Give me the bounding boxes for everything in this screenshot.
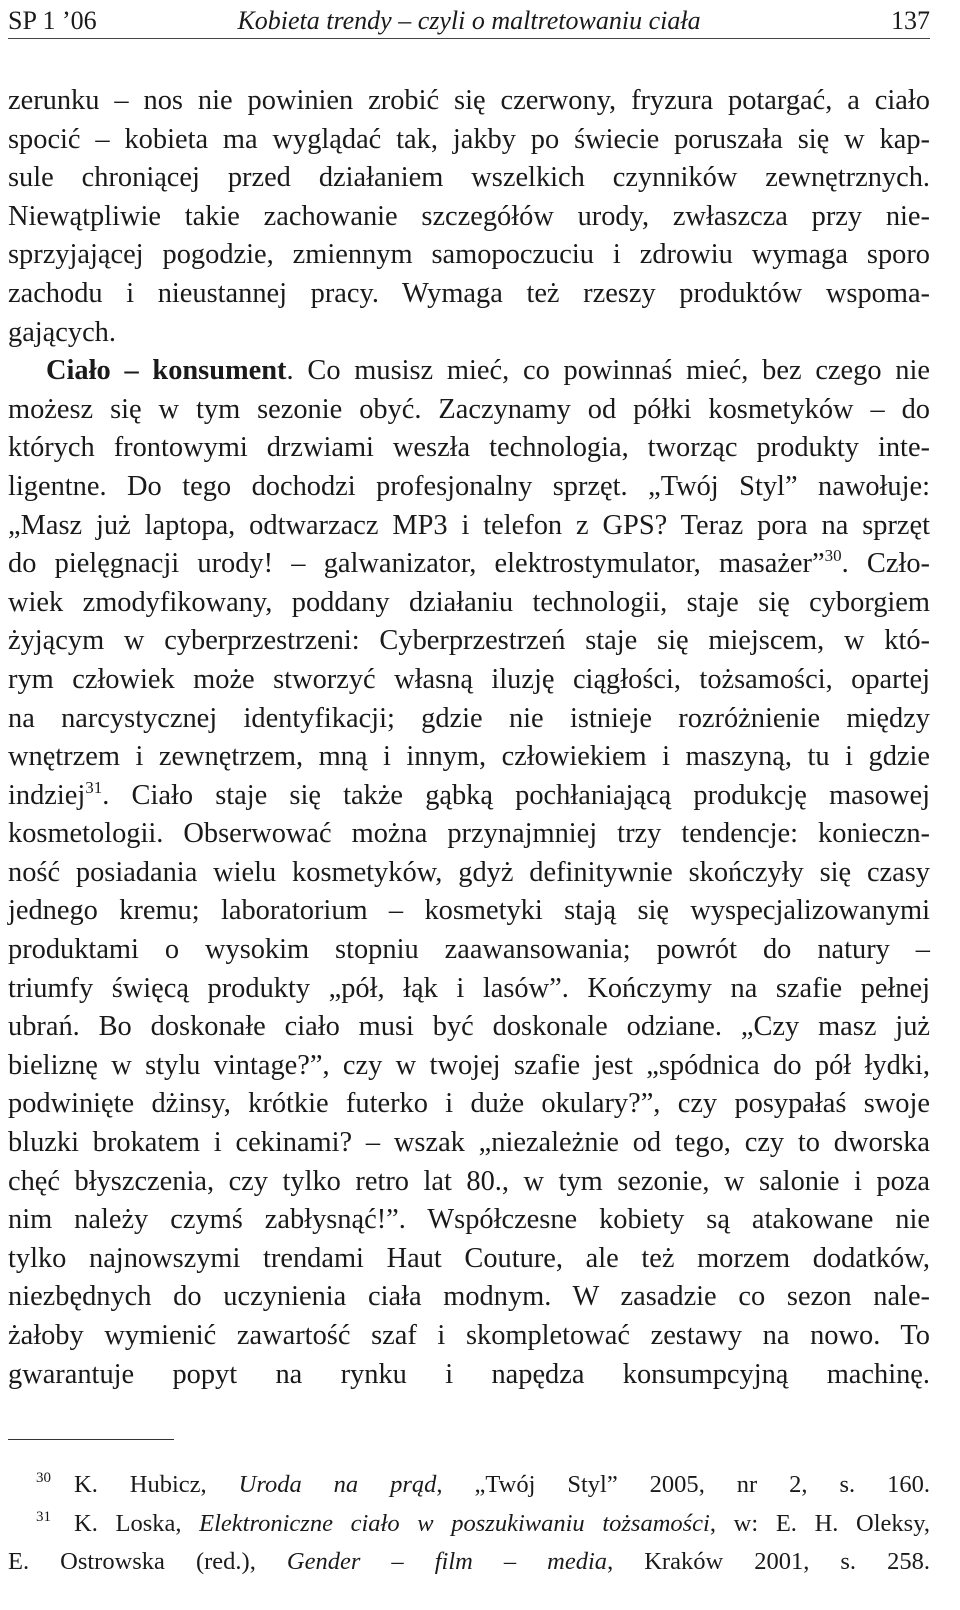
text-line: bieliznę w stylu vintage?”, czy w twojej szafie jest „spódnica do pół łydki, xyxy=(8,1049,930,1081)
footnote-ref-31[interactable]: 31 xyxy=(85,777,103,797)
text-fragment: do pielęgnacji urody! – galwanizator, elektrostymulator, masażer” xyxy=(8,548,825,580)
text-line: wiek zmodyfikowany, poddany działaniu technologii, staje się cyborgiem xyxy=(8,586,930,618)
footnotes xyxy=(8,1468,930,1584)
text-line: „Masz już laptopa, odtwarzacz MP3 i telefon z GPS? Teraz pora na sprzęt xyxy=(8,509,930,541)
text-fragment: . Ciało staje się także gąbką pochłaniającą produkcję masowej xyxy=(102,779,930,811)
footnote-author: K. Loska, xyxy=(74,1509,200,1537)
footnote-separator xyxy=(8,1439,174,1440)
footnote-title: Elektroniczne ciało w poszukiwaniu tożsamości xyxy=(199,1509,710,1537)
text-line: zachodu i nieustannej pracy. Wymaga też rzeszy produktów wspoma- xyxy=(8,277,930,309)
footnote-31-continued xyxy=(8,1545,930,1584)
footnote-editors: E. Ostrowska (red.), xyxy=(8,1548,287,1576)
text-fragment: . Co musisz mieć, co powinnaś mieć, bez czego nie xyxy=(286,355,930,387)
section-heading: Ciało – konsument xyxy=(46,355,287,387)
footnote-30: 30 K. Hubicz, Uroda na prąd, „Twój Styl” 2005, nr 2, s. 160. xyxy=(36,1470,930,1498)
text-line: żałoby wymienić zawartość szaf i skompletować zestawy na nowo. To xyxy=(8,1320,930,1351)
text-line: nim należy czymś zabłysnąć!”. Współczesne kobiety są atakowane nie xyxy=(8,1204,930,1236)
running-title: Kobieta trendy – czyli o maltretowaniu ciała xyxy=(237,6,701,35)
text-line: chęć błyszczenia, czy tylko retro lat 80., w tym sezonie, w salonie i poza xyxy=(8,1165,930,1197)
footnote-source: , Kraków 2001, s. 258. xyxy=(607,1548,930,1576)
text-line: tylko najnowszymi trendami Haut Couture, ale też morzem dodatków, xyxy=(8,1242,930,1274)
text-line: których frontowymi drzwiami weszła technologia, tworząc produkty inte- xyxy=(8,432,930,464)
text-line: podwinięte dżinsy, krótkie futerko i duże okulary?”, czy posypałaś swoje xyxy=(8,1088,930,1120)
text-line: sprzyjającej pogodzie, zmiennym samopoczuciu i zdrowiu wymaga sporo xyxy=(8,239,930,271)
text-fragment: indziej xyxy=(8,779,86,811)
text-line: bluzki brokatem i cekinami? – wszak „niezależnie od tego, czy to dworska xyxy=(8,1127,930,1159)
text-line: zerunku – nos nie powinien zrobić się czerwony, fryzura potargać, a ciało xyxy=(8,85,930,116)
footnote-31: 31 K. Loska, Elektroniczne ciało w poszukiwaniu tożsamości, w: E. H. Oleksy, xyxy=(36,1508,931,1537)
page-number: 137 xyxy=(891,6,930,35)
text-line: możesz się w tym sezonie obyć. Zaczynamy od półki kosmetyków – do xyxy=(8,393,930,425)
paragraph-start xyxy=(8,352,930,391)
footnote-title: Uroda na prąd xyxy=(238,1471,437,1498)
text-line xyxy=(8,545,930,584)
text-line: na narcystycznej identyfikacji; gdzie nie istnieje rozróżnienie między xyxy=(8,702,930,734)
text-line: sule chroniącej przed działaniem wszelkich czynników zewnętrznych. xyxy=(8,162,930,194)
text-line: wnętrzem i zewnętrzem, mną i innym, człowiekiem i maszyną, tu i gdzie xyxy=(8,741,930,773)
text-line xyxy=(8,777,930,816)
journal-issue: SP 1 ’06 xyxy=(8,6,97,35)
footnote-book-title: Gender – film – media xyxy=(286,1548,608,1576)
text-line: kosmetologii. Obserwować można przynajmniej trzy tendencje: konieczn- xyxy=(8,818,930,850)
footnote-source: , w: E. H. Oleksy, xyxy=(709,1509,931,1537)
text-line: produktami o wysokim stopniu zaawansowania; powrót do natury – xyxy=(8,934,930,966)
body-text xyxy=(8,82,930,1394)
text-line: ność posiadania wielu kosmetyków, gdyż definitywnie skończyły się czasy xyxy=(8,856,930,888)
footnote-source: , „Twój Styl” 2005, nr 2, s. 160. xyxy=(436,1471,930,1498)
text-line: żyjącym w cyberprzestrzeni: Cyberprzestrzeń staje się miejscem, w któ- xyxy=(8,625,930,657)
text-fragment: . Czło- xyxy=(841,548,930,580)
text-line: rym człowiek może stworzyć własną iluzję ciągłości, tożsamości, opartej xyxy=(8,663,930,695)
text-line: spocić – kobieta ma wyglądać tak, jakby po świecie poruszała się w kap- xyxy=(8,123,930,155)
text-line: gających. xyxy=(8,316,116,348)
text-line: triumfy święcą produkty „pół, łąk i lasów”. Kończymy na szafie pełnej xyxy=(8,972,930,1004)
footnote-ref-30[interactable]: 30 xyxy=(824,546,842,566)
text-line: niezbędnych do uczynienia ciała modnym. W zasadzie co sezon nale- xyxy=(8,1281,930,1313)
text-line: ubrań. Bo doskonałe ciało musi być doskonale odziane. „Czy masz już xyxy=(8,1011,930,1043)
footnote-author: K. Hubicz, xyxy=(74,1471,239,1498)
running-header xyxy=(8,4,930,39)
text-line: gwarantuje popyt na rynku i napędza konsumpcyjną machinę. xyxy=(8,1358,930,1390)
text-line: jednego kremu; laboratorium – kosmetyki stają się wyspecjalizowanymi xyxy=(8,895,930,927)
text-line: ligentne. Do tego dochodzi profesjonalny sprzęt. „Twój Styl” nawołuje: xyxy=(8,470,930,502)
text-line: Niewątpliwie takie zachowanie szczegółów urody, zwłaszcza przy nie- xyxy=(8,200,930,232)
